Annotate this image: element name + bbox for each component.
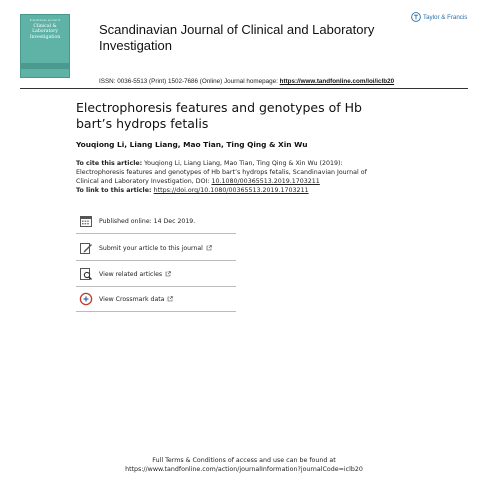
footer-line1: Full Terms & Conditions of access and use can be found at — [152, 457, 336, 464]
external-link-icon — [165, 271, 171, 277]
external-link-icon — [167, 296, 173, 302]
published-online-item — [79, 214, 319, 228]
citation-block — [76, 160, 396, 186]
calendar-icon — [79, 214, 93, 228]
issn-text: ISSN: 0036-5513 (Print) 1502-7686 (Online) Journal homepage: — [99, 78, 280, 85]
issn-line — [99, 78, 479, 85]
item-divider — [76, 286, 236, 287]
journal-homepage-link[interactable]: https://www.tandfonline.com/loi/iclb20 — [279, 78, 395, 85]
journal-cover-image — [20, 14, 70, 78]
item-divider — [76, 260, 236, 261]
submit-pencil-icon — [79, 241, 93, 255]
publisher-logo — [411, 11, 481, 23]
item-divider — [76, 233, 236, 234]
crossmark-link[interactable] — [79, 292, 319, 306]
citation-label: To cite this article: — [76, 160, 143, 167]
related-articles-text: View related articles — [99, 270, 163, 278]
published-date-text: Published online: 14 Dec 2019. — [99, 217, 196, 225]
footer-terms-link[interactable]: https://www.tandfonline.com/action/journalInformation?journalCode=iclb20 — [125, 465, 363, 473]
submit-article-link[interactable] — [79, 241, 319, 255]
article-authors: Youqiong Li, Liang Liang, Mao Tian, Ting Qing & Xin Wu — [76, 140, 308, 149]
related-articles-icon — [79, 267, 93, 281]
link-label: To link to this article: — [76, 187, 154, 194]
related-articles-link[interactable] — [79, 267, 319, 281]
journal-title-line2: Investigation — [99, 38, 172, 53]
item-divider — [76, 311, 236, 312]
citation-text-line1: Youqiong Li, Liang Liang, Mao Tian, Ting Qing & Xin Wu (2019): — [142, 160, 343, 167]
journal-title — [99, 22, 389, 54]
citation-text-line2: Electrophoresis features and genotypes of Hb bart’s hydrops fetalis, Scandinavian Journal of — [76, 168, 367, 176]
header-divider — [20, 88, 468, 89]
article-title-line1: Electrophoresis features and genotypes of Hb — [76, 100, 362, 115]
journal-title-line1: Scandinavian Journal of Clinical and Laboratory — [99, 22, 375, 37]
terms-footer — [44, 457, 444, 474]
crossmark-icon — [79, 292, 93, 306]
article-doi-url[interactable]: https://doi.org/10.1080/00365513.2019.1703211 — [153, 187, 309, 194]
submit-article-text: Submit your article to this journal — [99, 244, 203, 252]
crossmark-text: View Crossmark data — [99, 295, 165, 303]
cover-top-text: Scandinavian Journal of — [29, 19, 61, 22]
article-title-line2: bart’s hydrops fetalis — [76, 115, 209, 131]
external-link-icon — [206, 245, 212, 251]
cover-band — [21, 63, 69, 69]
taylor-francis-logo-icon — [411, 12, 421, 22]
cover-title: Clinical & Laboratory Investigation — [29, 24, 61, 40]
citation-text-line3: Clinical and Laboratory Investigation, DOI: — [76, 177, 212, 185]
link-to-article — [76, 187, 396, 194]
publisher-name: Taylor & Francis — [423, 13, 468, 21]
citation-doi-link[interactable]: 10.1080/00365513.2019.1703211 — [211, 177, 320, 185]
article-title — [76, 100, 456, 131]
